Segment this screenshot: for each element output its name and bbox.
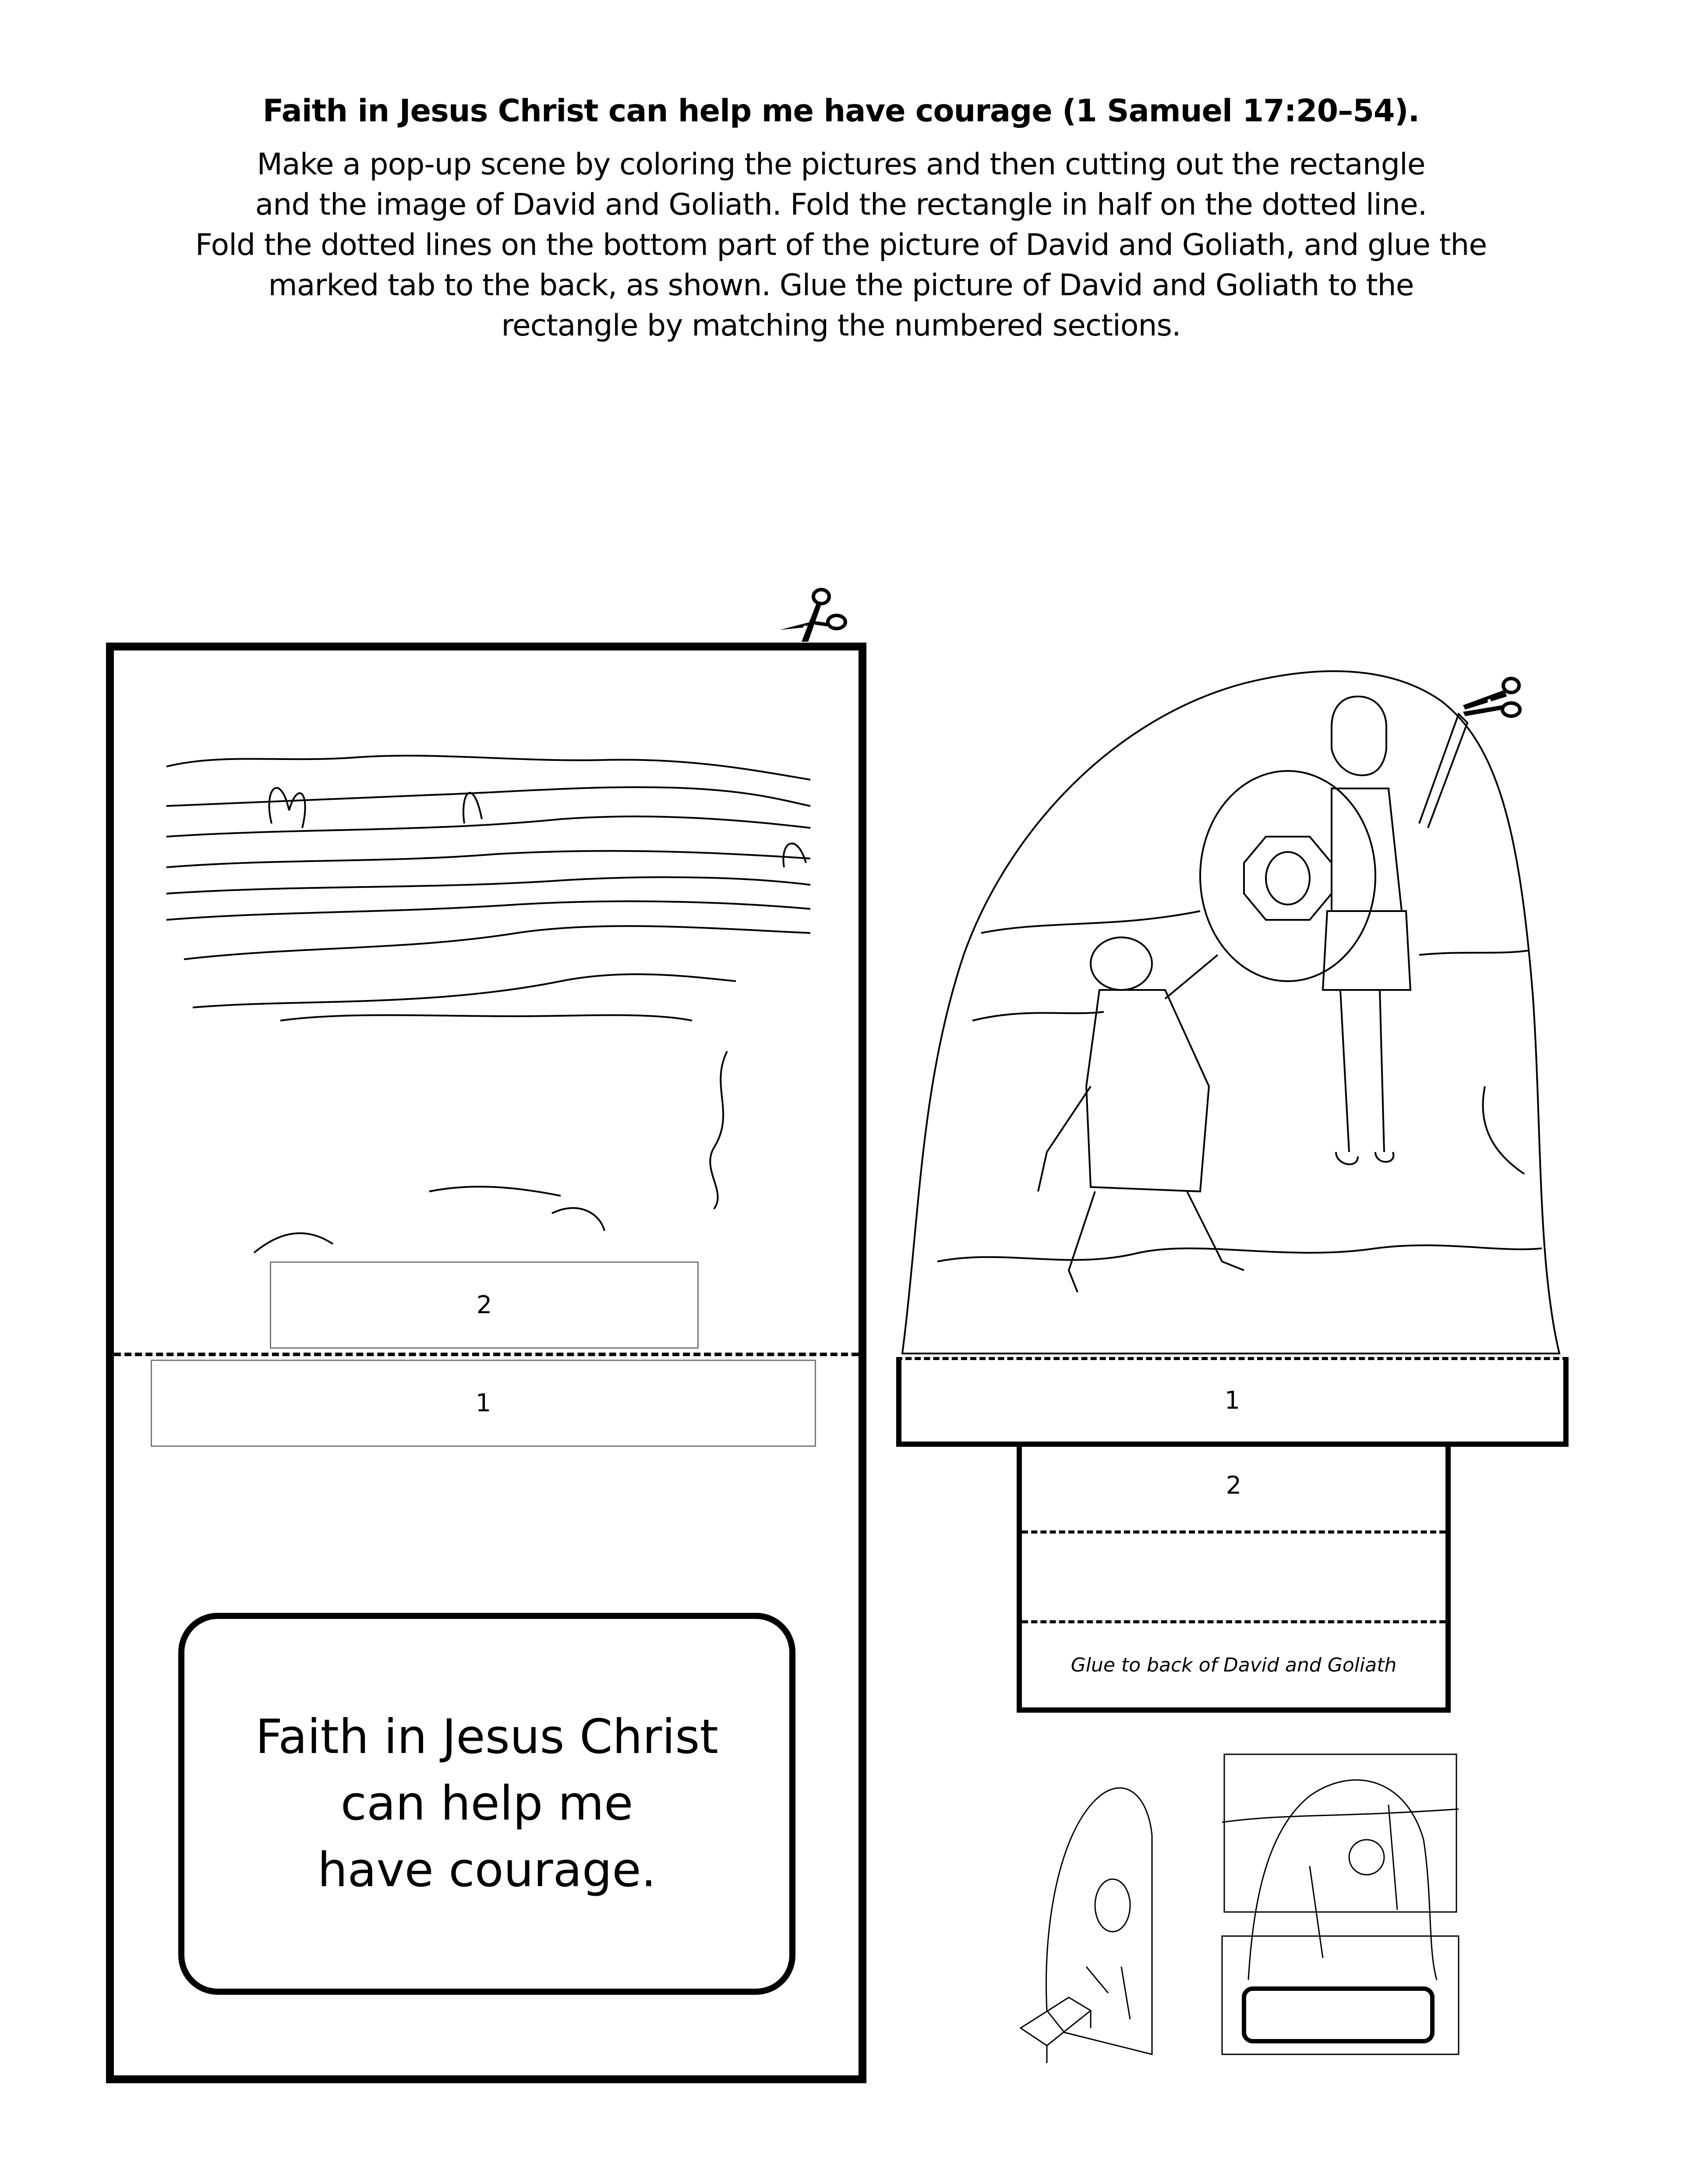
- instruction-line: and the image of David and Goliath. Fold the rectangle in half on the dotted line.: [255, 187, 1427, 222]
- tab-2-label: 2: [1226, 1471, 1242, 1500]
- pop-up-side-view-thumbnail: [1021, 1748, 1174, 2063]
- tab-section-2: [1022, 1442, 1445, 1529]
- glue-section-1: [151, 1360, 816, 1447]
- statement-line: have courage.: [317, 1843, 657, 1898]
- statement-line: Faith in Jesus Christ: [255, 1710, 718, 1764]
- instruction-line: rectangle by matching the numbered sections.: [501, 308, 1181, 343]
- fold-dotted-line: [114, 1353, 859, 1356]
- glue-tab: [1022, 1623, 1445, 1707]
- instruction-line: Fold the dotted lines on the bottom part of the picture of David and Goliath, and glue the: [195, 228, 1487, 262]
- scissors-icon: [1445, 675, 1533, 736]
- instructions: [131, 145, 1551, 346]
- fold-dotted-line: [1022, 1530, 1445, 1534]
- fold-dotted-line: [1022, 1620, 1445, 1623]
- tab-lower: [1017, 1442, 1451, 1713]
- pop-up-front-view-thumbnail: [1222, 1752, 1459, 2054]
- david-goliath-illustration: [894, 648, 1564, 1358]
- statement-box: [178, 1613, 795, 1995]
- scissors-icon: [775, 587, 863, 644]
- instruction-line: Make a pop-up scene by coloring the pictures and then cutting out the rectangle: [257, 147, 1425, 182]
- section-2-label: 2: [476, 1291, 492, 1319]
- tab-1-label: 1: [1224, 1386, 1240, 1415]
- landscape-illustration: [166, 753, 815, 1305]
- statement-line: can help me: [340, 1776, 633, 1831]
- instruction-line: marked tab to the back, as shown. Glue the picture of David and Goliath to the: [268, 268, 1414, 303]
- page-title: Faith in Jesus Christ can help me have courage (1 Samuel 17:20–54).: [262, 93, 1420, 129]
- section-1-label: 1: [475, 1389, 491, 1417]
- glue-section-2: [270, 1262, 699, 1349]
- glue-label: Glue to back of David and Goliath: [1071, 1654, 1397, 1676]
- tab-section-1: [896, 1360, 1569, 1447]
